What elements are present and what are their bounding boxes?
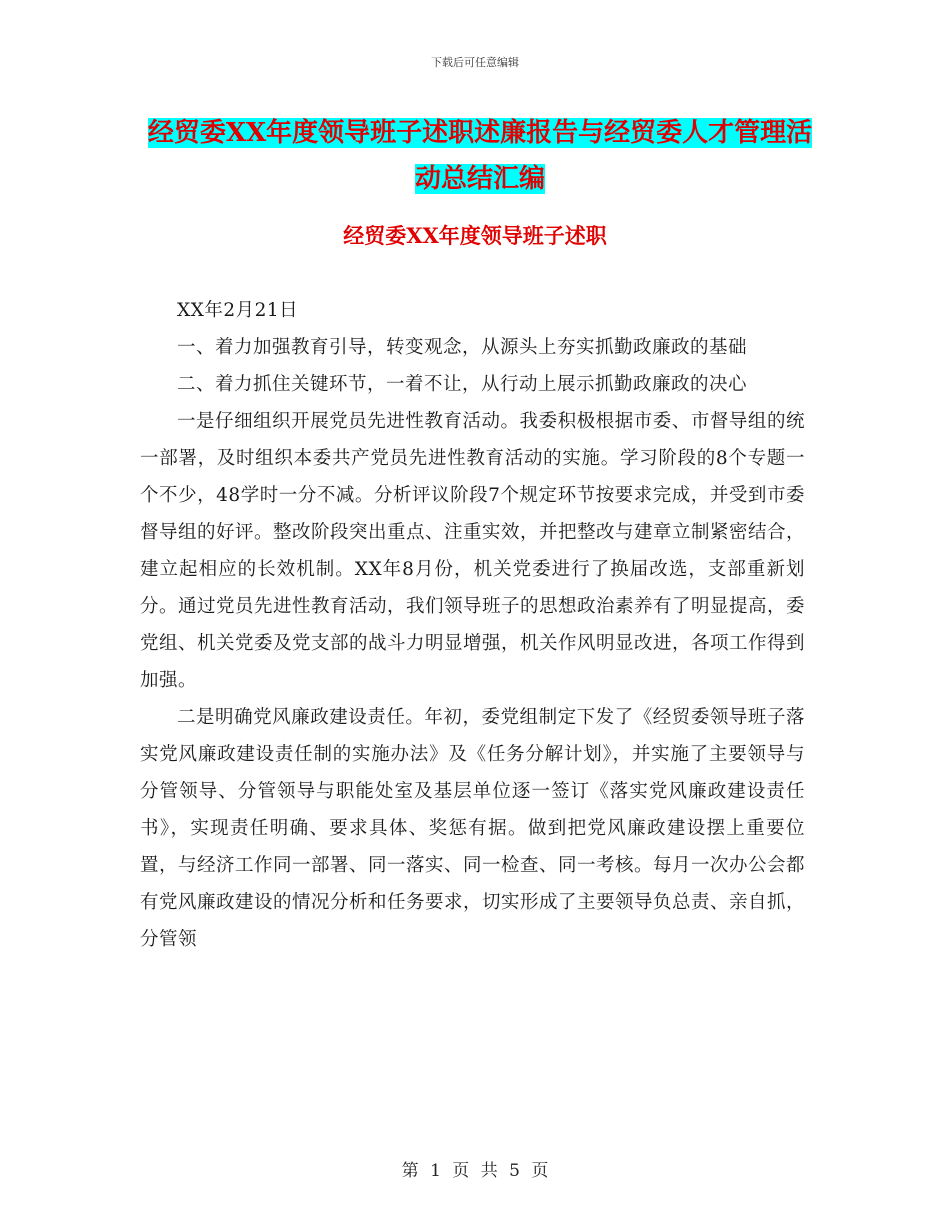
paragraph-2: 二、着力抓住关键环节，一着不让，从行动上展示抓勤政廉政的决心 bbox=[177, 374, 748, 395]
section-title: 经贸委XX年度领导班子述职 bbox=[343, 223, 607, 248]
paragraph-1: 一、着力加强教育引导，转变观念，从源头上夯实抓勤政廉政的基础 bbox=[177, 337, 748, 358]
header-note: 下载后可任意编辑 bbox=[431, 56, 519, 69]
document-title-text: 经贸委XX年度领导班子述职述廉报告与经贸委人才管理活动总结汇编 bbox=[147, 118, 813, 194]
paragraph-3: 一是仔细组织开展党员先进性教育活动。我委积极根据市委、市督导组的统一部署，及时组织本委共产党员先进性教育活动的实施。学习阶段的8个专题一个不少，48学时一分不减。分析评议阶段7个规定环节按要求完成，并受到市委督导组的好评。整改阶段突出重点、注重实效，并把整改与建章立制紧密结合，建立起相应的长效机制。XX年8月份，机关党委进行了换届改选，支部重新划分。通过党员先进性教育活动，我们领导班子的思想政治素养有了明显提高，委党组、机关党委及党支部的战斗力明显增强，机关作风明显改进，各项工作得到加强。 bbox=[140, 411, 806, 691]
document-title bbox=[140, 110, 820, 202]
date-line: XX年2月21日 bbox=[177, 300, 299, 321]
document-body bbox=[140, 292, 805, 958]
paragraph-4: 二是明确党风廉政建设责任。年初，委党组制定下发了《经贸委领导班子落实党风廉政建设责任制的实施办法》及《任务分解计划》，并实施了主要领导与分管领导、分管领导与职能处室及基层单位逐一签订《落实党风廉政建设责任书》，实现责任明确、要求具体、奖惩有据。做到把党风廉政建设摆上重要位置，与经济工作同一部署、同一落实、同一检查、同一考核。每月一次办公会都有党风廉政建设的情况分析和任务要求，切实形成了主要领导负总责、亲自抓，分管领 bbox=[140, 707, 806, 950]
page-number: 第 1 页 共 5 页 bbox=[401, 1161, 549, 1181]
